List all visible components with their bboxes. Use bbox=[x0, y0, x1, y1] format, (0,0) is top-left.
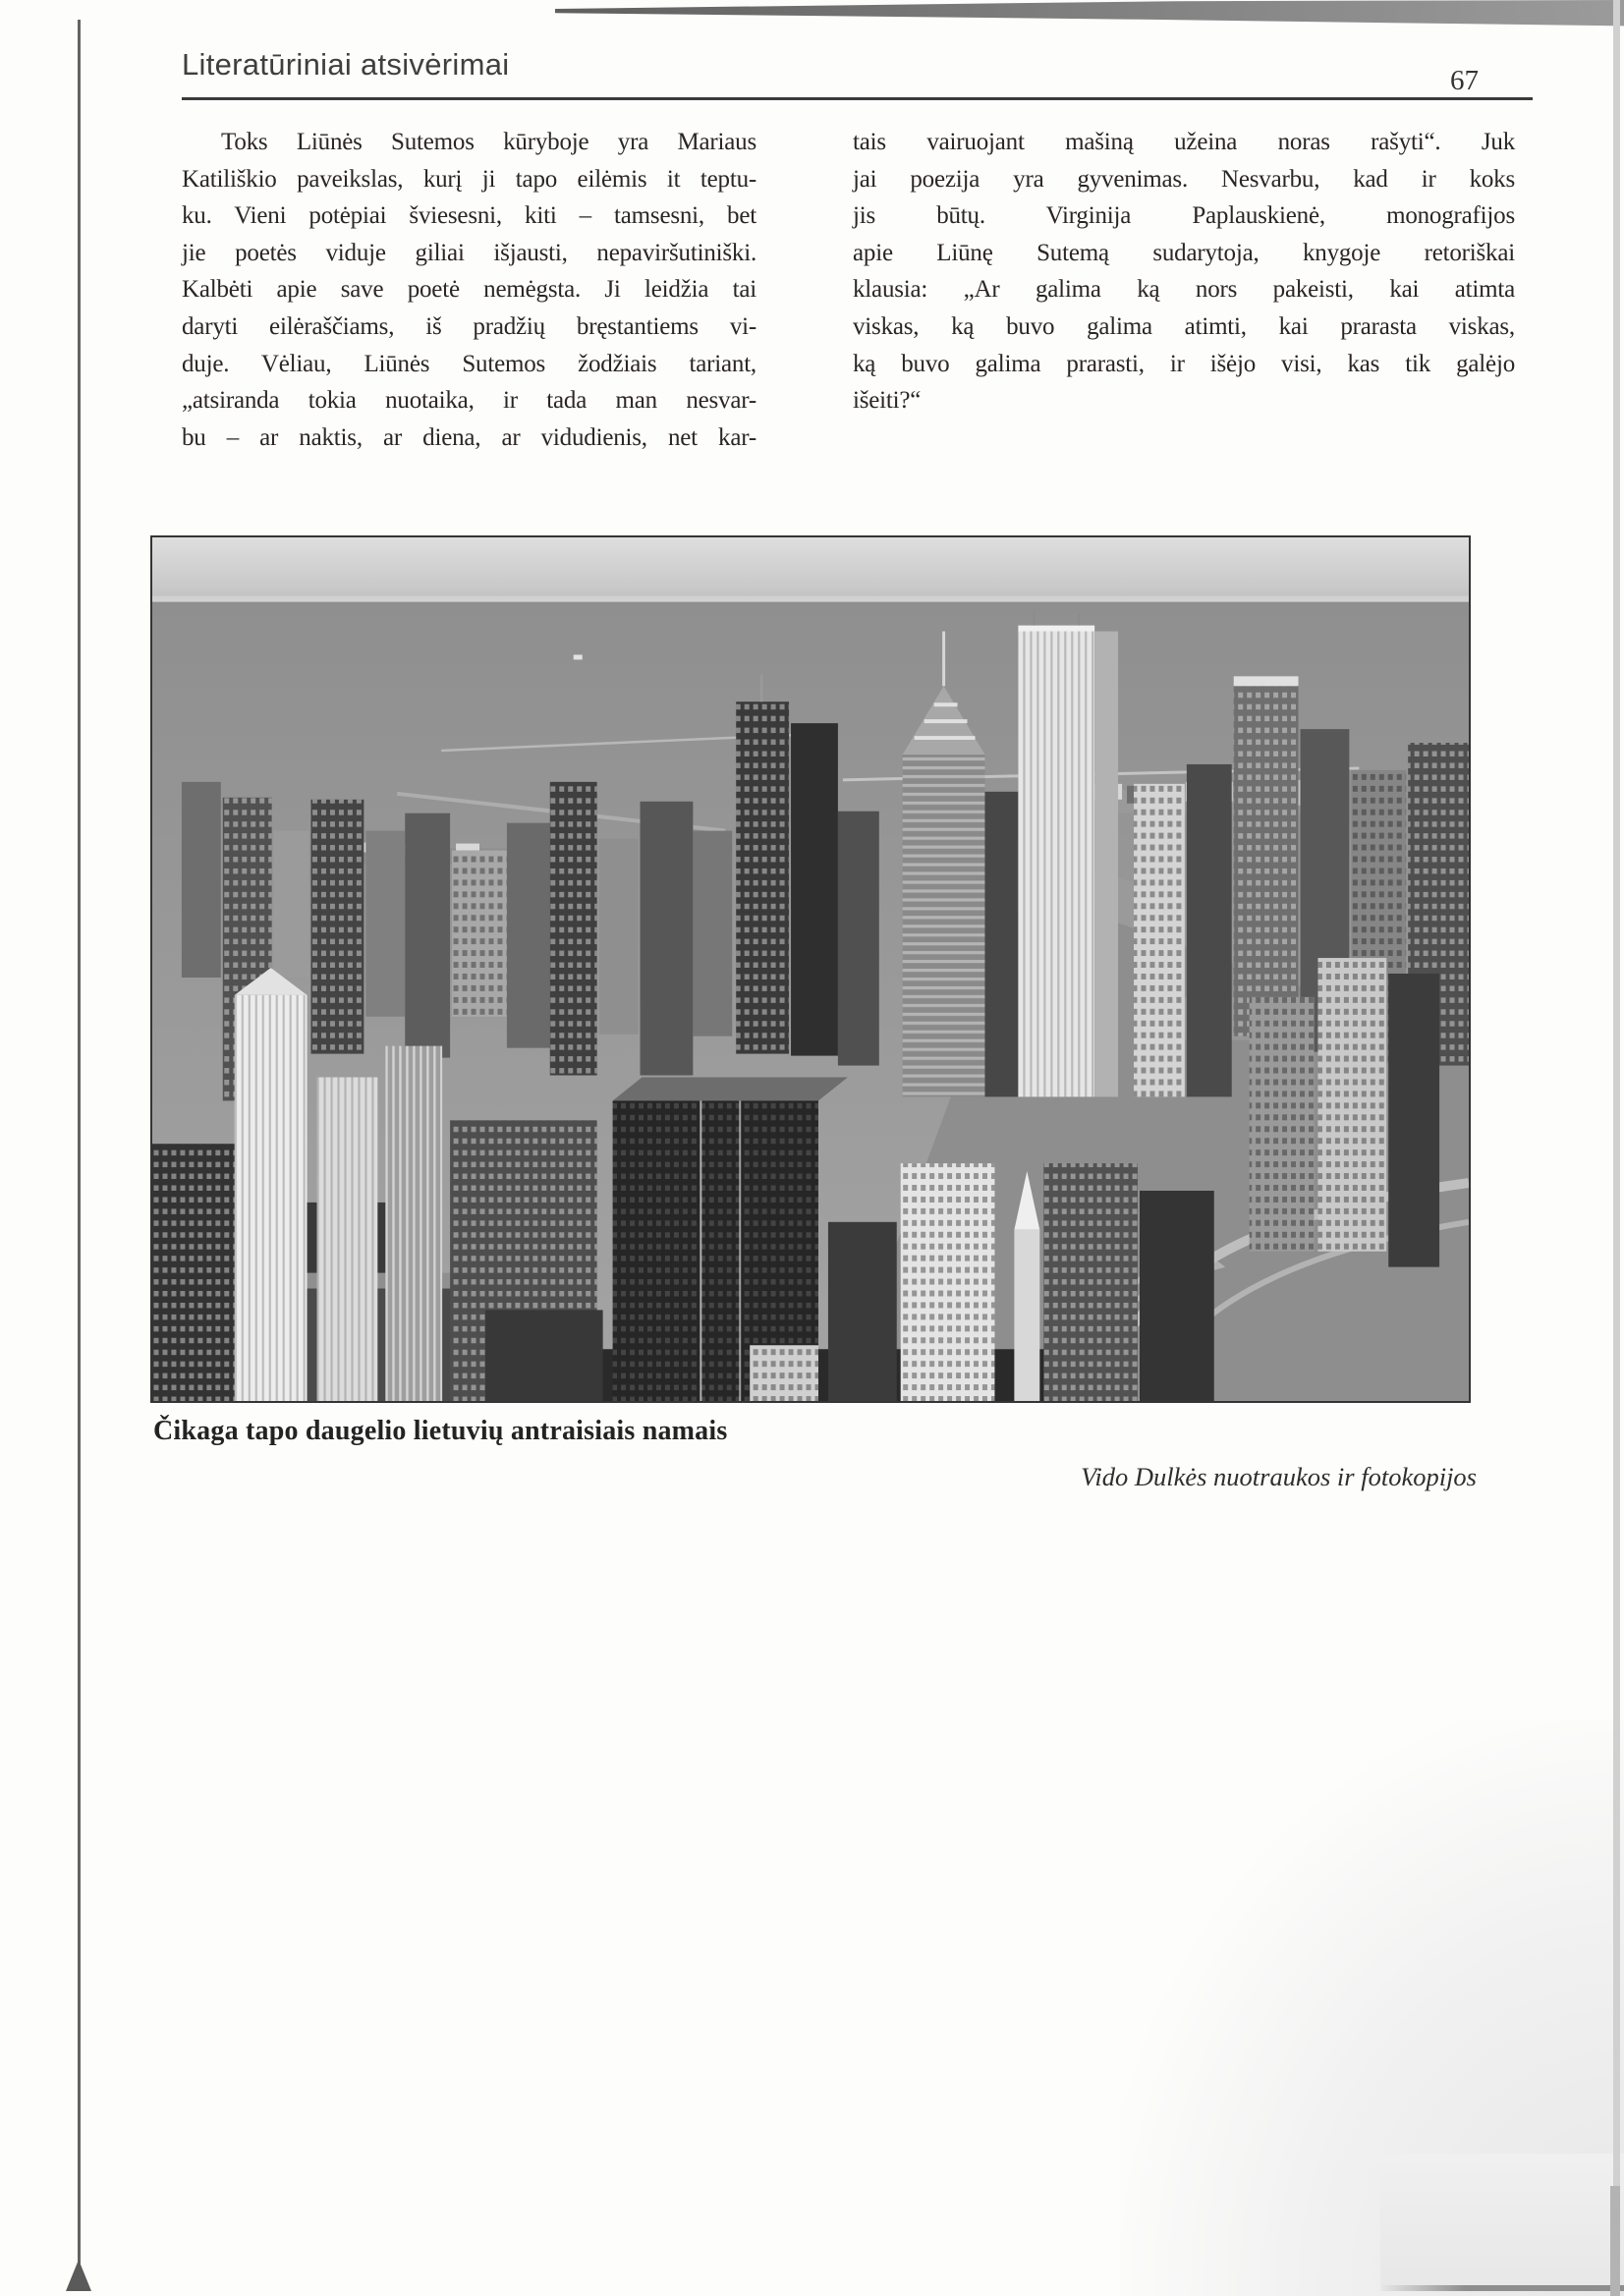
text-line: Katiliškio paveikslas, kurį ji tapo eilėmis it teptu- bbox=[182, 165, 756, 193]
photo-credit: Vido Dulkės nuotraukos ir fotokopijos bbox=[1081, 1462, 1477, 1491]
photo-caption: Čikaga tapo daugelio lietuvių antraisiais namais bbox=[153, 1416, 728, 1446]
page-number: 67 bbox=[1450, 65, 1479, 96]
text-line: bu – ar naktis, ar diena, ar vidudienis, net kar- bbox=[182, 423, 756, 451]
text-line: daryti eilėraščiams, iš pradžių bręstantiems vi- bbox=[182, 312, 756, 340]
text-line: Toks Liūnės Sutemos kūryboje yra Mariaus bbox=[221, 129, 756, 155]
text-line: jis būtų. Virginija Paplauskienė, monografijos bbox=[853, 202, 1515, 230]
text-line: duje. Vėliau, Liūnės Sutemos žodžiais tariant, bbox=[182, 350, 756, 377]
scan-shadow-top bbox=[555, 0, 1624, 29]
page-edge-band-line bbox=[1380, 2285, 1624, 2291]
running-header-title: Literatūriniai atsivėrimai bbox=[182, 47, 510, 82]
text-line: išeiti?“ bbox=[853, 387, 922, 415]
text-line: klausia: „Ar galima ką nors pakeisti, kai atimta bbox=[853, 276, 1515, 304]
chicago-aerial-photo bbox=[152, 537, 1469, 1401]
text-line: ku. Vieni potėpiai šviesesni, kiti – tamsesni, bet bbox=[182, 202, 756, 230]
header-rule bbox=[182, 97, 1533, 100]
text-line: apie Liūnę Sutemą sudarytoja, knygoje retoriškai bbox=[853, 239, 1515, 266]
page-edge-right-strip bbox=[1613, 0, 1620, 2296]
text-column-right bbox=[853, 124, 1515, 420]
photo-figure bbox=[150, 535, 1471, 1403]
text-line: „atsiranda tokia nuotaika, ir tada man nesvar- bbox=[182, 387, 756, 415]
book-gutter-line bbox=[78, 20, 81, 2268]
book-gutter-foot bbox=[66, 2260, 91, 2291]
text-line: ką buvo galima prarasti, ir išėjo visi, kas tik galėjo bbox=[853, 350, 1515, 377]
text-line: jai poezija yra gyvenimas. Nesvarbu, kad ir koks bbox=[853, 165, 1515, 193]
text-line: Kalbėti apie save poetė nemėgsta. Ji leidžia tai bbox=[182, 276, 756, 304]
text-line: viskas, ką buvo galima atimti, kai prarasta viskas, bbox=[853, 312, 1515, 340]
text-column-left bbox=[182, 124, 756, 456]
page-edge-band bbox=[1380, 2154, 1624, 2291]
page-edge-right-dark bbox=[1610, 2186, 1620, 2296]
text-line: jie poetės viduje giliai išjausti, nepaviršutiniški. bbox=[182, 239, 756, 266]
text-line: tais vairuojant mašiną užeina noras rašyti“. Juk bbox=[853, 129, 1515, 155]
